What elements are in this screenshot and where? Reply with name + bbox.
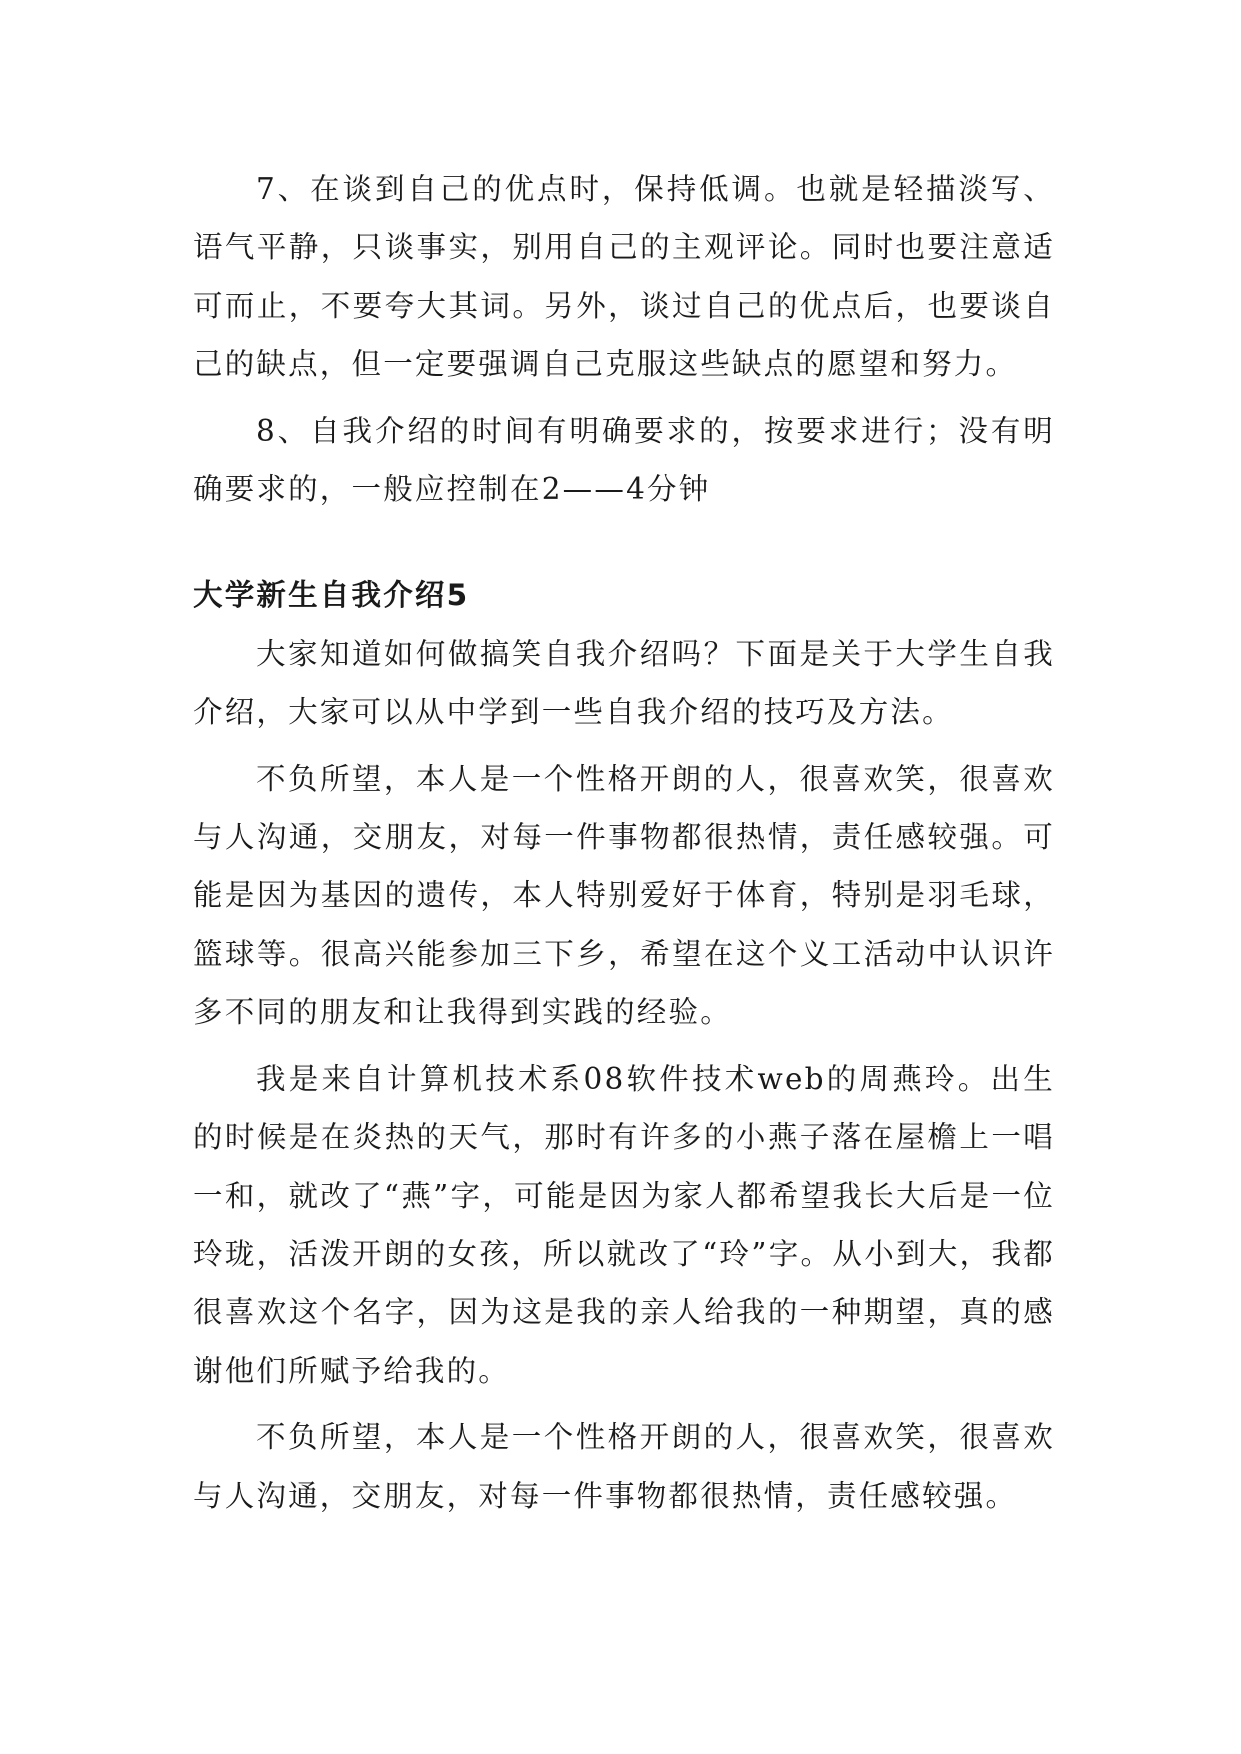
paragraph-personality-repeat: 不负所望，本人是一个性格开朗的人，很喜欢笑，很喜欢与人沟通，交朋友，对每一件事物都很热情，责任感较强。 bbox=[193, 1420, 1055, 1513]
section-title: 大学新生自我介绍5 bbox=[193, 578, 470, 613]
paragraph-tip-7: 7、在谈到自己的优点时，保持低调。也就是轻描淡写、语气平静，只谈事实，别用自己的主观评论。同时也要注意适可而止，不要夸大其词。另外，谈过自己的优点后，也要谈自己的缺点，但一定要强调自己克服这些缺点的愿望和努力。 bbox=[193, 172, 1055, 382]
document-body bbox=[193, 160, 1055, 1525]
paragraph-personality: 不负所望，本人是一个性格开朗的人，很喜欢笑，很喜欢与人沟通，交朋友，对每一件事物都很热情，责任感较强。可能是因为基因的遗传，本人特别爱好于体育，特别是羽毛球，篮球等。很高兴能参加三下乡，希望在这个义工活动中认识许多不同的朋友和让我得到实践的经验。 bbox=[193, 761, 1055, 1030]
paragraph-tip-8: 8、自我介绍的时间有明确要求的，按要求进行；没有明确要求的，一般应控制在2——4分钟 bbox=[193, 413, 1055, 507]
paragraph-name-story: 我是来自计算机技术系08软件技术web的周燕玲。出生的时候是在炎热的天气，那时有许多的小燕子落在屋檐上一唱一和，就改了“燕”字，可能是因为家人都希望我长大后是一位玲珑，活泼开朗的女孩，所以就改了“玲”字。从小到大，我都很喜欢这个名字，因为这是我的亲人给我的一种期望，真的感谢他们所赋予给我的。 bbox=[193, 1061, 1055, 1388]
paragraph-intro: 大家知道如何做搞笑自我介绍吗？下面是关于大学生自我介绍，大家可以从中学到一些自我介绍的技巧及方法。 bbox=[193, 636, 1055, 730]
